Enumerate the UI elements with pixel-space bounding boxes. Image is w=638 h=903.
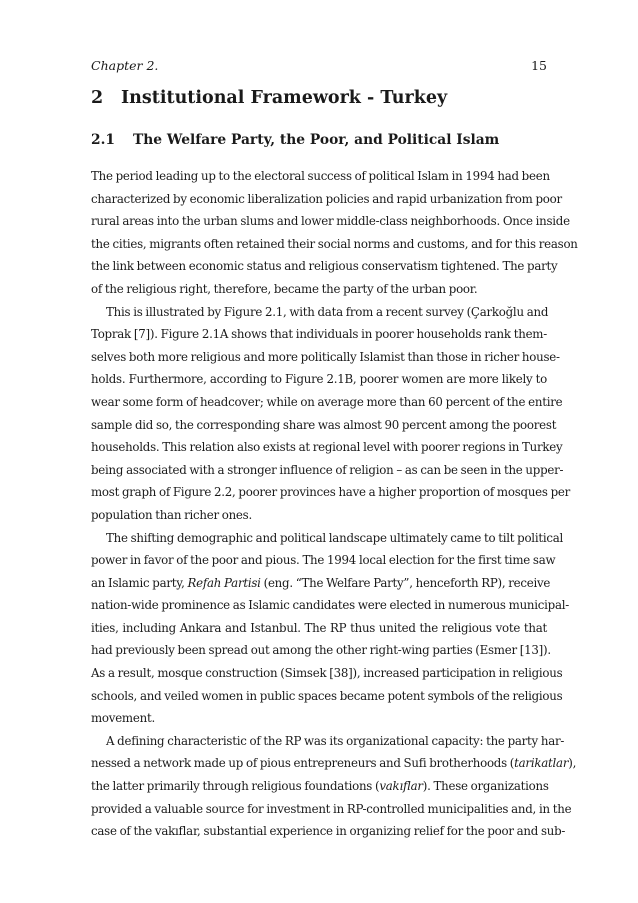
text-line: of the religious right, therefore, became the party of the urban poor. <box>91 281 478 296</box>
text-line: wear some form of headcover; while on average more than 60 percent of the entire <box>91 394 563 409</box>
text-line: the cities, migrants often retained their social norms and customs, and for this reason <box>91 236 578 251</box>
text-line: holds. Furthermore, according to Figure 2.1B, poorer women are more likely to <box>91 372 547 387</box>
text-line <box>91 775 547 798</box>
body-text <box>91 165 578 843</box>
text-segment: (eng. “The Welfare Party”, henceforth RP), receive <box>263 575 551 590</box>
running-header <box>91 58 547 76</box>
text-segment: ). These organizations <box>422 779 549 794</box>
section-heading <box>91 88 547 108</box>
italic-term: Refah Partisi <box>187 575 261 590</box>
text-line: characterized by economic liberalization policies and rapid urbanization from poor <box>91 191 562 206</box>
text-line: had previously been spread out among the other right-wing parties (Esmer [13]). <box>91 643 551 658</box>
text-line: movement. <box>91 711 155 726</box>
text-line: The period leading up to the electoral success of political Islam in 1994 had been <box>91 169 550 183</box>
text-line <box>91 752 577 775</box>
italic-term: vakıflar <box>379 779 423 794</box>
subsection-heading <box>91 132 547 148</box>
text-segment: an Islamic party, <box>91 575 185 590</box>
text-segment: the latter primarily through religious foundations ( <box>91 779 380 794</box>
text-line: being associated with a stronger influence of religion – as can be seen in the upper- <box>91 462 564 477</box>
text-line: power in favor of the poor and pious. The 1994 local election for the first time saw <box>91 553 556 568</box>
subsection-title: The Welfare Party, the Poor, and Political Islam <box>133 132 500 148</box>
text-line <box>91 572 551 595</box>
text-line: households. This relation also exists at regional level with poorer regions in Turkey <box>91 440 563 455</box>
text-segment: ), <box>568 756 577 771</box>
text-line: As a result, mosque construction (Simsek [38]), increased participation in religious <box>91 666 563 681</box>
italic-term: tarikatlar <box>514 756 569 771</box>
text-line: nation-wide prominence as Islamic candidates were elected in numerous municipal- <box>91 598 570 613</box>
text-line: A defining characteristic of the RP was its organizational capacity: the party har- <box>106 733 565 748</box>
text-line: case of the vakıflar, substantial experience in organizing relief for the poor and sub- <box>91 824 566 839</box>
text-line: provided a valuable source for investment in RP-controlled municipalities and, in the <box>91 801 572 816</box>
text-line: ities, including Ankara and Istanbul. The RP thus united the religious vote that <box>91 620 547 635</box>
page-number: 15 <box>531 58 547 73</box>
text-line: This is illustrated by Figure 2.1, with data from a recent survey (Çarkoğlu and <box>106 304 549 319</box>
subsection-number: 2.1 <box>91 132 116 148</box>
text-line: selves both more religious and more politically Islamist than those in richer house- <box>91 349 560 364</box>
text-line: population than richer ones. <box>91 507 252 522</box>
text-line: the link between economic status and religious conservatism tightened. The party <box>91 259 558 274</box>
text-line: most graph of Figure 2.2, poorer provinces have a higher proportion of mosques per <box>91 485 571 500</box>
text-line: sample did so, the corresponding share was almost 90 percent among the poorest <box>91 417 557 432</box>
text-segment: nessed a network made up of pious entrepreneurs and Sufi brotherhoods ( <box>91 756 515 771</box>
text-line: schools, and veiled women in public spaces became potent symbols of the religious <box>91 688 563 703</box>
section-number: 2 <box>91 88 104 108</box>
chapter-label: Chapter 2. <box>91 58 159 73</box>
text-line: Toprak [7]). Figure 2.1A shows that individuals in poorer households rank them- <box>91 327 547 342</box>
text-line: The shifting demographic and political landscape ultimately came to tilt political <box>106 530 564 545</box>
section-title: Institutional Framework - Turkey <box>121 88 448 108</box>
text-line: rural areas into the urban slums and lower middle-class neighborhoods. Once inside <box>91 214 570 229</box>
